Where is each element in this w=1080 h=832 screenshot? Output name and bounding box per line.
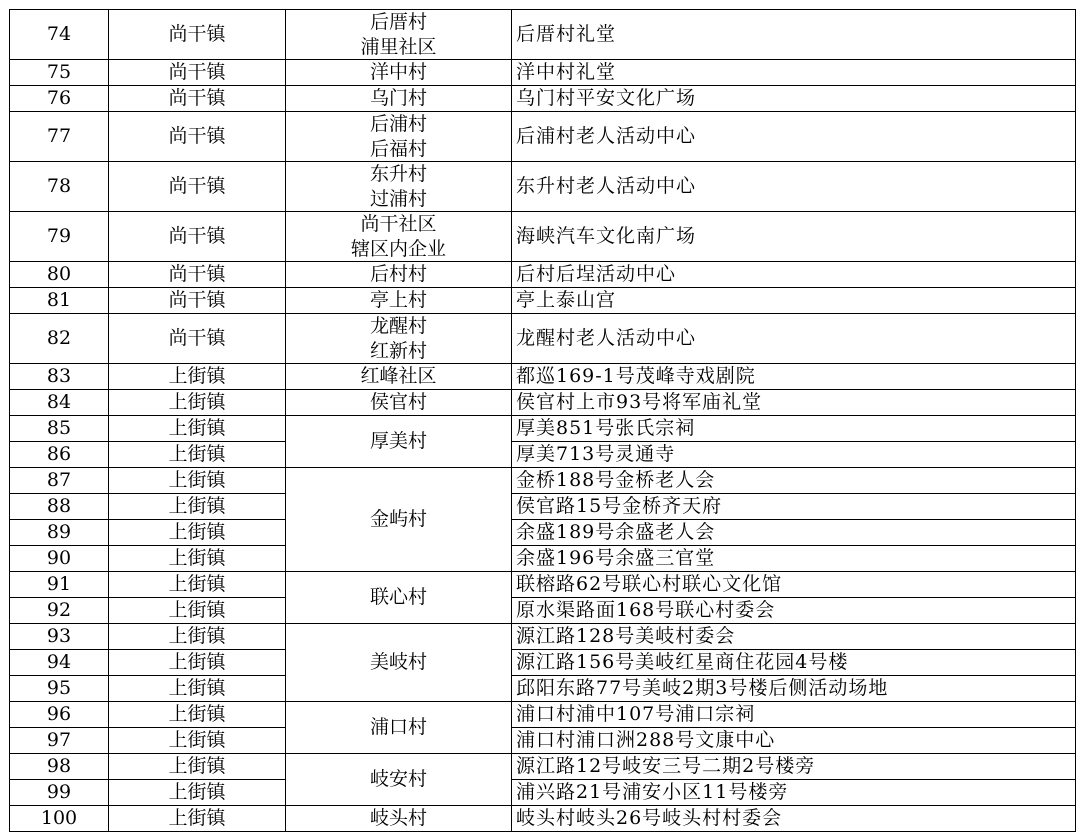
table-row xyxy=(10,676,1076,702)
town-cell: 上街镇 xyxy=(109,442,286,468)
site-cell: 亭上泰山宫 xyxy=(512,288,1076,314)
town-cell: 上街镇 xyxy=(109,702,286,728)
site-cell: 源江路156号美岐红星商住花园4号楼 xyxy=(512,650,1076,676)
town-cell: 上街镇 xyxy=(109,650,286,676)
village-name: 侯官村 xyxy=(369,391,427,413)
table-row xyxy=(10,416,1076,442)
town-cell: 尚干镇 xyxy=(109,288,286,314)
row-number-cell: 85 xyxy=(10,416,109,442)
row-number-cell: 89 xyxy=(10,520,109,546)
table-row xyxy=(10,442,1076,468)
town-cell: 上街镇 xyxy=(109,390,286,416)
town-cell: 上街镇 xyxy=(109,598,286,624)
village-cell xyxy=(286,416,512,468)
row-number-cell: 97 xyxy=(10,728,109,754)
village-cell xyxy=(286,162,512,212)
row-number-cell: 93 xyxy=(10,624,109,650)
table-row xyxy=(10,546,1076,572)
village-cell xyxy=(286,754,512,806)
site-cell: 浦口村浦口洲288号文康中心 xyxy=(512,728,1076,754)
table-row xyxy=(10,494,1076,520)
row-number-cell: 92 xyxy=(10,598,109,624)
row-number-cell: 83 xyxy=(10,364,109,390)
village-name: 浦里社区 xyxy=(360,35,437,58)
village-name: 东升村 xyxy=(369,163,427,185)
table-row xyxy=(10,598,1076,624)
village-cell xyxy=(286,624,512,702)
table-row xyxy=(10,806,1076,832)
village-name: 岐安村 xyxy=(369,768,427,790)
row-number-cell: 84 xyxy=(10,390,109,416)
row-number-cell: 76 xyxy=(10,86,109,112)
site-cell: 邱阳东路77号美岐2期3号楼后侧活动场地 xyxy=(512,676,1076,702)
table-row xyxy=(10,520,1076,546)
town-cell: 尚干镇 xyxy=(109,262,286,288)
row-number-cell: 88 xyxy=(10,494,109,520)
village-cell xyxy=(286,10,512,60)
village-name: 红峰社区 xyxy=(360,365,437,387)
town-cell: 上街镇 xyxy=(109,520,286,546)
town-cell: 上街镇 xyxy=(109,676,286,702)
town-cell: 上街镇 xyxy=(109,624,286,650)
village-name: 后福村 xyxy=(369,137,427,160)
table-row xyxy=(10,650,1076,676)
row-number-cell: 90 xyxy=(10,546,109,572)
site-cell: 厚美851号张氏宗祠 xyxy=(512,416,1076,442)
town-cell: 上街镇 xyxy=(109,754,286,780)
village-name: 联心村 xyxy=(369,586,427,608)
town-cell: 上街镇 xyxy=(109,494,286,520)
village-name: 金屿村 xyxy=(369,508,427,530)
site-cell: 原水渠路面168号联心村委会 xyxy=(512,598,1076,624)
table-row xyxy=(10,212,1076,262)
table-row xyxy=(10,364,1076,390)
table-row xyxy=(10,60,1076,86)
site-cell: 后浦村老人活动中心 xyxy=(512,112,1076,162)
village-name: 龙醒村 xyxy=(369,315,427,337)
table-row xyxy=(10,702,1076,728)
village-cell xyxy=(286,702,512,754)
table-row xyxy=(10,288,1076,314)
site-cell: 侯官路15号金桥齐天府 xyxy=(512,494,1076,520)
village-name: 岐头村 xyxy=(369,807,427,829)
table-row xyxy=(10,262,1076,288)
row-number-cell: 98 xyxy=(10,754,109,780)
table-row xyxy=(10,728,1076,754)
town-cell: 上街镇 xyxy=(109,780,286,806)
site-cell: 联榕路62号联心村联心文化馆 xyxy=(512,572,1076,598)
site-cell: 浦兴路21号浦安小区11号楼旁 xyxy=(512,780,1076,806)
village-name: 厚美村 xyxy=(369,430,427,452)
row-number-cell: 86 xyxy=(10,442,109,468)
town-cell: 上街镇 xyxy=(109,546,286,572)
town-cell: 尚干镇 xyxy=(109,314,286,364)
row-number-cell: 96 xyxy=(10,702,109,728)
site-cell: 侯官村上市93号将军庙礼堂 xyxy=(512,390,1076,416)
village-cell xyxy=(286,112,512,162)
site-cell: 源江路128号美岐村委会 xyxy=(512,624,1076,650)
town-cell: 上街镇 xyxy=(109,416,286,442)
row-number-cell: 74 xyxy=(10,10,109,60)
site-cell: 岐头村岐头26号岐头村村委会 xyxy=(512,806,1076,832)
village-name: 后村村 xyxy=(369,263,427,285)
town-cell: 尚干镇 xyxy=(109,112,286,162)
town-cell: 尚干镇 xyxy=(109,162,286,212)
village-cell xyxy=(286,390,512,416)
row-number-cell: 95 xyxy=(10,676,109,702)
site-cell: 后厝村礼堂 xyxy=(512,10,1076,60)
village-cell xyxy=(286,572,512,624)
table-row xyxy=(10,780,1076,806)
site-cell: 洋中村礼堂 xyxy=(512,60,1076,86)
site-table xyxy=(9,9,1076,832)
table-body xyxy=(10,10,1076,832)
row-number-cell: 94 xyxy=(10,650,109,676)
site-cell: 金桥188号金桥老人会 xyxy=(512,468,1076,494)
village-name: 尚干社区 xyxy=(360,213,437,235)
row-number-cell: 80 xyxy=(10,262,109,288)
village-name: 后浦村 xyxy=(369,113,427,135)
town-cell: 上街镇 xyxy=(109,806,286,832)
town-cell: 尚干镇 xyxy=(109,60,286,86)
village-cell xyxy=(286,314,512,364)
town-cell: 上街镇 xyxy=(109,468,286,494)
row-number-cell: 81 xyxy=(10,288,109,314)
village-cell xyxy=(286,86,512,112)
site-cell: 后村后埕活动中心 xyxy=(512,262,1076,288)
village-name: 乌门村 xyxy=(369,87,427,109)
site-cell: 浦口村浦中107号浦口宗祠 xyxy=(512,702,1076,728)
row-number-cell: 75 xyxy=(10,60,109,86)
village-name: 亭上村 xyxy=(369,289,427,311)
village-name: 红新村 xyxy=(369,339,427,362)
village-name: 辖区内企业 xyxy=(350,237,446,260)
site-cell: 乌门村平安文化广场 xyxy=(512,86,1076,112)
table-row xyxy=(10,624,1076,650)
town-cell: 尚干镇 xyxy=(109,10,286,60)
row-number-cell: 78 xyxy=(10,162,109,212)
row-number-cell: 100 xyxy=(10,806,109,832)
row-number-cell: 77 xyxy=(10,112,109,162)
town-cell: 上街镇 xyxy=(109,364,286,390)
row-number-cell: 87 xyxy=(10,468,109,494)
village-name: 过浦村 xyxy=(369,187,427,210)
table-row xyxy=(10,314,1076,364)
village-cell xyxy=(286,468,512,572)
village-cell xyxy=(286,262,512,288)
town-cell: 上街镇 xyxy=(109,728,286,754)
village-cell xyxy=(286,212,512,262)
site-cell: 源江路12号岐安三号二期2号楼旁 xyxy=(512,754,1076,780)
village-cell xyxy=(286,288,512,314)
table-row xyxy=(10,86,1076,112)
table-row xyxy=(10,112,1076,162)
town-cell: 尚干镇 xyxy=(109,86,286,112)
row-number-cell: 99 xyxy=(10,780,109,806)
row-number-cell: 91 xyxy=(10,572,109,598)
site-cell: 都巡169-1号茂峰寺戏剧院 xyxy=(512,364,1076,390)
village-name: 后厝村 xyxy=(369,11,427,33)
village-name: 洋中村 xyxy=(369,61,427,83)
table-row xyxy=(10,10,1076,60)
site-cell: 东升村老人活动中心 xyxy=(512,162,1076,212)
table-row xyxy=(10,468,1076,494)
table-row xyxy=(10,754,1076,780)
table-row xyxy=(10,162,1076,212)
village-name: 浦口村 xyxy=(369,716,427,738)
site-cell: 余盛196号余盛三官堂 xyxy=(512,546,1076,572)
table-row xyxy=(10,390,1076,416)
village-cell xyxy=(286,364,512,390)
village-name: 美岐村 xyxy=(369,651,427,673)
site-cell: 厚美713号灵通寺 xyxy=(512,442,1076,468)
town-cell: 上街镇 xyxy=(109,572,286,598)
row-number-cell: 79 xyxy=(10,212,109,262)
town-cell: 尚干镇 xyxy=(109,212,286,262)
village-cell xyxy=(286,60,512,86)
row-number-cell: 82 xyxy=(10,314,109,364)
site-cell: 龙醒村老人活动中心 xyxy=(512,314,1076,364)
village-cell xyxy=(286,806,512,832)
site-cell: 余盛189号余盛老人会 xyxy=(512,520,1076,546)
table-row xyxy=(10,572,1076,598)
site-cell: 海峡汽车文化南广场 xyxy=(512,212,1076,262)
